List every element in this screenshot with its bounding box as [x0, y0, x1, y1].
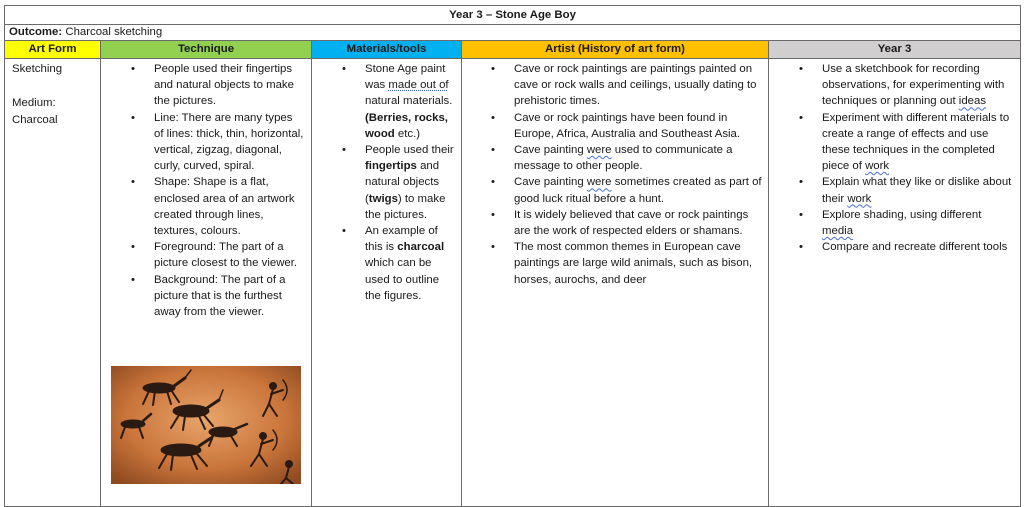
artist-list: [462, 61, 768, 288]
list-item: • Experiment with different materials to create a range of effects and use these techniques in the completed piece of work: [822, 110, 1014, 175]
medium-value: Charcoal: [12, 114, 58, 126]
list-item: • An example of this is charcoal which can be used to outline the figures.: [365, 223, 457, 304]
list-item: • Use a sketchbook for recording observations, for experimenting with techniques or planning out ideas: [822, 61, 1014, 110]
list-item: • Background: The part of a picture that is the furthest away from the viewer.: [154, 272, 305, 321]
list-item: • Cave or rock paintings are paintings painted on cave or rock walls and ceilings, usually dating to prehistoric times.: [514, 61, 762, 110]
artist-cell: [462, 59, 769, 507]
list-item: • Shape: Shape is a flat, enclosed area of an artwork created through lines, textures, colours.: [154, 174, 305, 239]
list-item: • Compare and recreate different tools: [822, 239, 1014, 255]
page-title: Year 3 – Stone Age Boy: [5, 6, 1021, 25]
year3-cell: [769, 59, 1021, 507]
materials-cell: [312, 59, 462, 507]
list-item: • People used their fingertips and natural objects to make the pictures.: [154, 61, 305, 110]
header-artist: Artist (History of art form): [462, 41, 769, 59]
outcome-label: Outcome:: [9, 26, 63, 38]
list-item: • People used their fingertips and natural objects (twigs) to make the pictures.: [365, 142, 457, 223]
cave-painting-image: [111, 366, 301, 484]
list-item: • Explore shading, using different media: [822, 207, 1014, 239]
header-materials-tools: Materials/tools: [312, 41, 462, 59]
list-item: • Explain what they like or dislike about their work: [822, 174, 1014, 206]
medium-label: Medium:: [12, 97, 56, 109]
art-form-cell: [5, 59, 101, 507]
list-item: • Stone Age paint was made out of natural materials. (Berries, rocks, wood etc.): [365, 61, 457, 142]
list-item: • Cave or rock paintings have been found in Europe, Africa, Australia and Southeast Asia.: [514, 110, 762, 142]
list-item: • Line: There are many types of lines: thick, thin, horizontal, vertical, zigzag, diagonal, curly, curved, spiral.: [154, 110, 305, 175]
list-item: • Foreground: The part of a picture closest to the viewer.: [154, 239, 305, 271]
technique-list: [101, 61, 311, 320]
materials-list: [312, 61, 461, 304]
year3-list: [769, 61, 1020, 255]
list-item: • Cave painting were sometimes created as part of good luck ritual before a hunt.: [514, 174, 762, 206]
header-technique: Technique: [101, 41, 312, 59]
list-item: • It is widely believed that cave or rock paintings are the work of respected elders or shamans.: [514, 207, 762, 239]
list-item: • The most common themes in European cave paintings are large wild animals, such as bison, horses, aurochs, and deer: [514, 239, 762, 288]
list-item: • Cave painting were used to communicate a message to other people.: [514, 142, 762, 174]
header-year-3: Year 3: [769, 41, 1021, 59]
outcome-row: [5, 25, 1021, 41]
art-form-value: Sketching: [12, 63, 63, 75]
outcome-value: Charcoal sketching: [62, 26, 163, 38]
header-art-form: Art Form: [5, 41, 101, 59]
